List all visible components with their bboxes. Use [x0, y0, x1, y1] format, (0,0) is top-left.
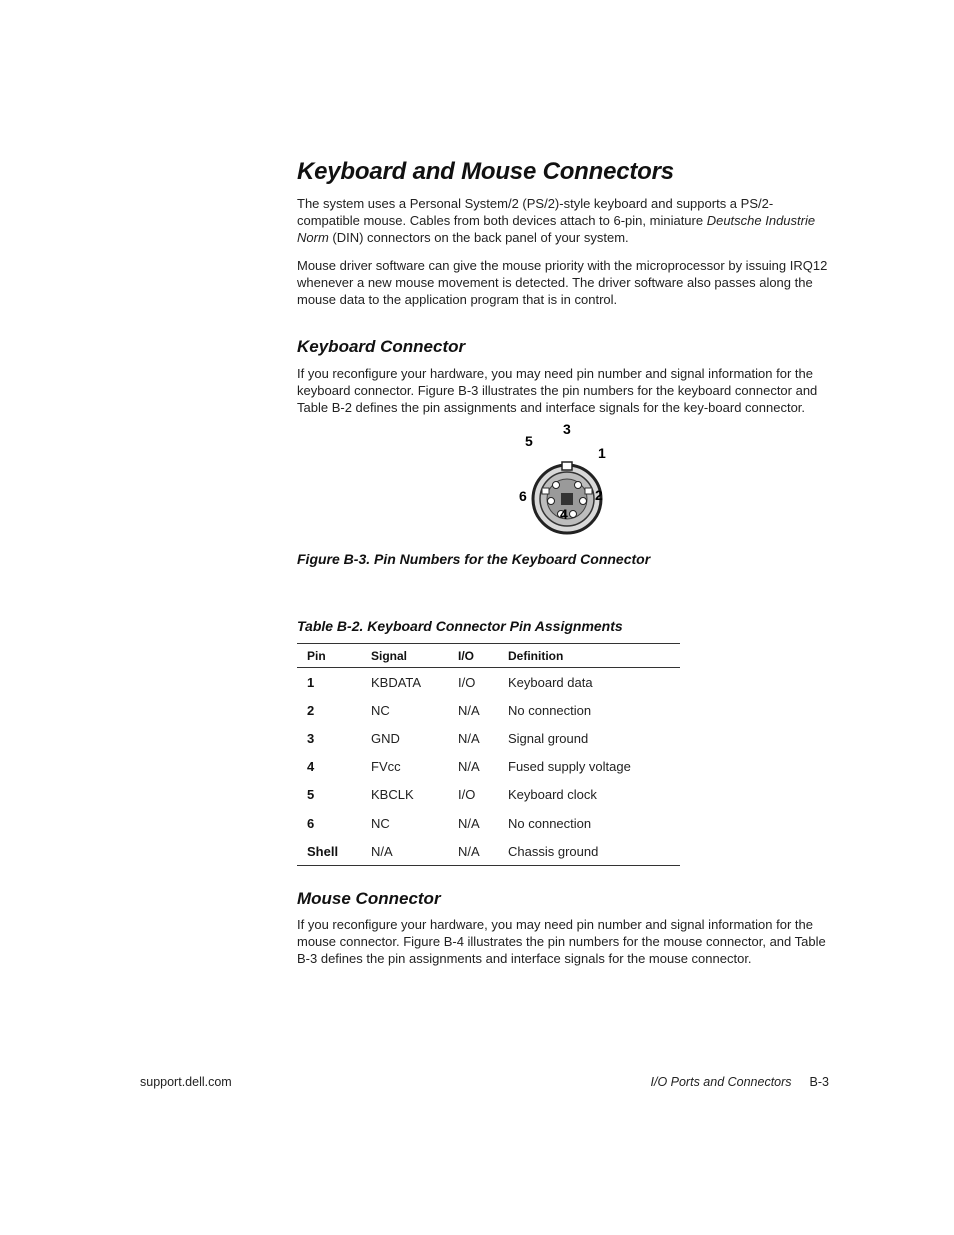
intro-paragraph-1 — [297, 195, 832, 246]
mouse-connector-heading: Mouse Connector — [297, 889, 441, 909]
pin-label-5: 5 — [525, 433, 533, 449]
cell-definition: Fused supply voltage — [508, 759, 631, 775]
intro-text-end: (DIN) connectors on the back panel of your system. — [328, 230, 629, 245]
pin-hole-6 — [548, 498, 555, 505]
cell-signal: KBCLK — [371, 787, 414, 803]
cell-definition: No connection — [508, 702, 592, 718]
cell-io: N/A — [458, 759, 480, 775]
cell-io: N/A — [458, 730, 480, 746]
cell-signal: N/A — [371, 843, 393, 859]
cell-io: N/A — [458, 843, 480, 859]
intro-text-start: The system uses a Personal System/2 (PS/2)-style keyboard and supports a PS/2-compatible mouse. Cables from both devices attach to 6-pin, miniature — [297, 196, 774, 228]
cell-signal: GND — [371, 730, 400, 746]
pin-hole-5 — [553, 482, 560, 489]
mouse-connector-text: If you reconfigure your hardware, you may need pin number and signal information for the mouse connector. Figure B-4 illustrates the pin numbers for the mouse connector, and Table B-3 defines the pin assignments and interface signals for the mouse connector. — [297, 917, 826, 967]
cell-pin: 6 — [307, 815, 315, 831]
cell-signal: FVcc — [371, 759, 401, 775]
cell-io: N/A — [458, 815, 480, 831]
cell-signal: KBDATA — [371, 674, 422, 690]
cell-pin: Shell — [307, 843, 339, 859]
cell-pin: 5 — [307, 787, 315, 803]
cell-io: N/A — [458, 702, 480, 718]
connector-center-key — [561, 493, 573, 505]
pin-label-4: 4 — [560, 506, 568, 522]
cell-definition: Signal ground — [508, 730, 589, 746]
pin-hole-1 — [575, 482, 582, 489]
cell-signal: NC — [371, 815, 390, 831]
header-io: I/O — [458, 644, 508, 668]
footer-section-title: I/O Ports and Connectors — [650, 1075, 792, 1089]
din-term: Deutsche Industrie Norm — [297, 213, 816, 245]
table-caption: Table B-2. Keyboard Connector Pin Assignments — [297, 618, 623, 634]
figure-caption: Figure B-3. Pin Numbers for the Keyboard Connector — [297, 551, 651, 567]
pin-assignment-table — [297, 643, 680, 866]
din-connector-diagram — [519, 421, 611, 548]
intro-paragraph-2: Mouse driver software can give the mouse priority with the microprocessor by issuing IRQ12 whenever a new mouse movement is detected. The driver software also passes along the mouse data to the application program that is in control. — [297, 258, 828, 307]
header-pin: Pin — [297, 644, 371, 668]
cell-signal: NC — [371, 702, 390, 718]
cell-definition: Keyboard clock — [508, 787, 597, 803]
cell-pin: 4 — [307, 759, 315, 775]
page-content — [297, 158, 832, 967]
footer-site-link[interactable]: support.dell.com — [140, 1075, 232, 1089]
cell-definition: Chassis ground — [508, 843, 599, 859]
pin-label-3: 3 — [563, 421, 571, 437]
connector-side-notch-left — [542, 488, 549, 494]
pin-hole-4 — [570, 511, 577, 518]
table-row — [297, 668, 680, 697]
connector-key-notch — [562, 462, 572, 470]
pin-label-6: 6 — [519, 488, 527, 504]
table-row — [297, 809, 680, 837]
cell-pin: 2 — [307, 702, 315, 718]
cell-pin: 1 — [307, 674, 315, 690]
pin-label-2: 2 — [595, 487, 603, 503]
keyboard-connector-text: If you reconfigure your hardware, you may need pin number and signal information for the keyboard connector. Figure B-3 illustrates the pin numbers for the keyboard connector and Table B-2 defines the pin assignments and interface signals for the key-board connector. — [297, 366, 818, 415]
table-row — [297, 837, 680, 866]
table-row — [297, 696, 680, 724]
header-signal: Signal — [371, 644, 458, 668]
page-number: B-3 — [809, 1075, 829, 1089]
connector-side-notch-right — [585, 488, 592, 494]
footer-page-info — [651, 1075, 830, 1089]
keyboard-connector-heading: Keyboard Connector — [297, 337, 466, 356]
cell-pin: 3 — [307, 730, 315, 746]
table-row — [297, 753, 680, 781]
pin-hole-2 — [580, 498, 587, 505]
header-definition: Definition — [508, 644, 680, 668]
pin-label-1: 1 — [598, 445, 606, 461]
keyboard-connector-figure — [297, 416, 832, 544]
page-title: Keyboard and Mouse Connectors — [297, 158, 674, 185]
table-row — [297, 724, 680, 752]
cell-definition: No connection — [508, 815, 592, 831]
cell-io: I/O — [458, 674, 476, 690]
table-header-row — [297, 644, 680, 668]
cell-io: I/O — [458, 787, 476, 803]
table-row — [297, 781, 680, 809]
cell-definition: Keyboard data — [508, 674, 593, 690]
